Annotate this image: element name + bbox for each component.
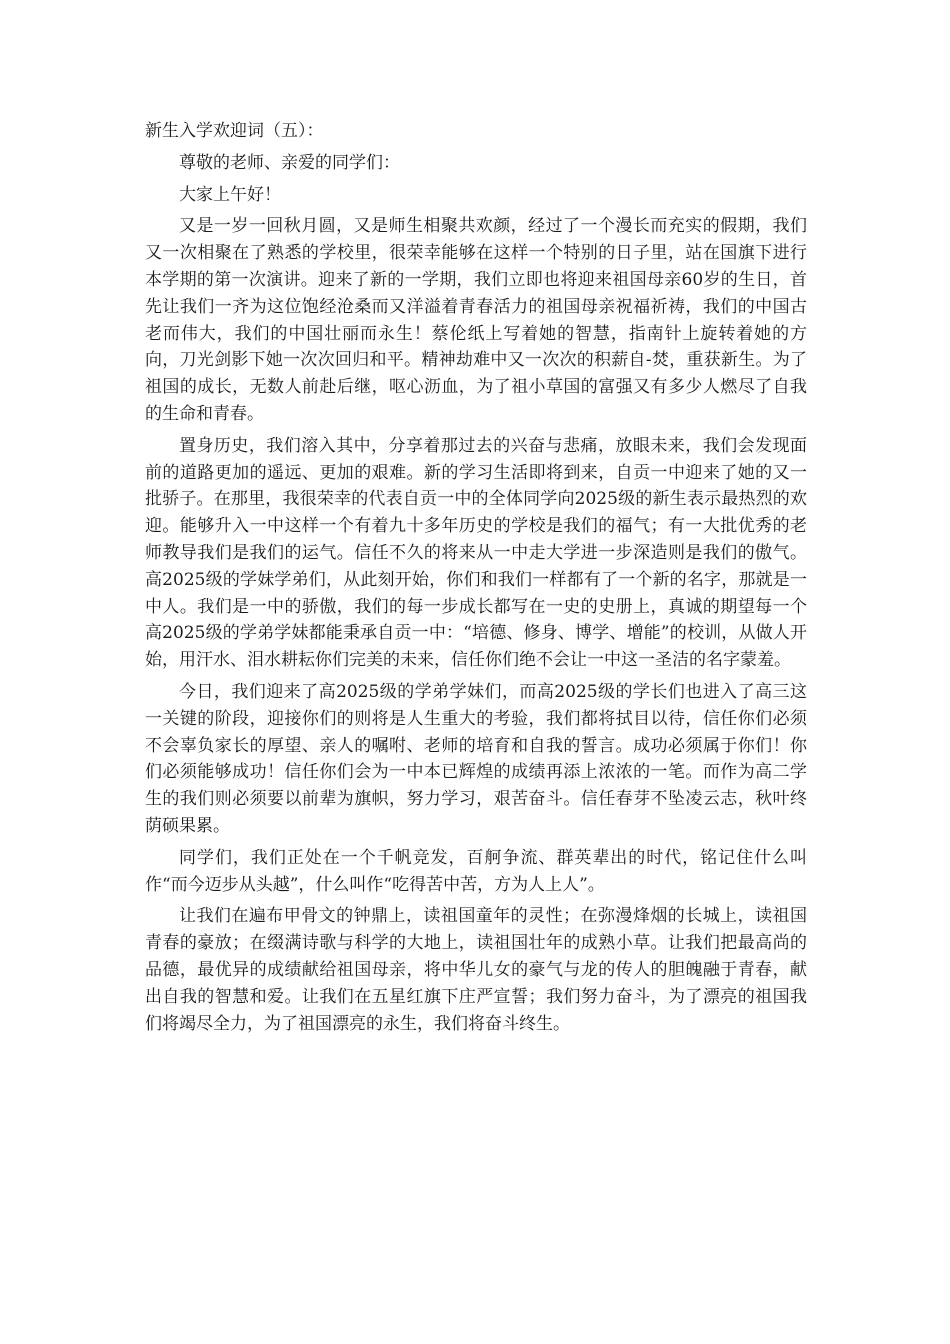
paragraph-4: 同学们，我们正处在一个千帆竞发，百舸争流、群英辈出的时代，铭记住什么叫作“而今迈步从头越”，什么叫作“吃得苦中苦，方为人上人”。 xyxy=(145,847,807,895)
document-body xyxy=(145,118,807,1042)
paragraph-3: 今日，我们迎来了高2025级的学弟学妹们，而高2025级的学长们也进入了高三这一关键的阶段，迎接你们的则将是人生重大的考验，我们都将拭目以待，信任你们必须不会辜负家长的厚望、亲人的嘱咐、老师的培育和自我的誓言。成功必须属于你们！你们必须能够成功！信任你们会为一中本已辉煌的成绩再添上浓浓的一笔。而作为高二学生的我们则必须要以前辈为旗帜，努力学习，艰苦奋斗。信任春芽不坠凌云志，秋叶终荫硕果累。 xyxy=(145,681,807,836)
paragraph-greeting: 大家上午好！ xyxy=(179,184,281,205)
paragraph-2: 置身历史，我们溶入其中，分享着那过去的兴奋与悲痛，放眼未来，我们会发现面前的道路更加的遥远、更加的艰难。新的学习生活即将到来，自贡一中迎来了她的又一批骄子。在那里，我很荣幸的代表自贡一中的全体同学向2025级的新生表示最热烈的欢迎。能够升入一中这样一个有着九十多年历史的学校是我们的福气；有一大批优秀的老师教导我们是我们的运气。信任不久的将来从一中走大学进一步深造则是我们的傲气。高2025级的学妹学弟们，从此刻开始，你们和我们一样都有了一个新的名字，那就是一中人。我们是一中的骄傲，我们的每一步成长都写在一史的史册上，真诚的期望每一个高2025级的学弟学妹都能秉承自贡一中：“培德、修身、博学、增能”的校训，从做人开始，用汗水、泪水耕耘你们完美的未来，信任你们绝不会让一中这一圣洁的名字蒙羞。 xyxy=(145,435,807,671)
paragraph-5: 让我们在遍布甲骨文的钟鼎上，读祖国童年的灵性；在弥漫烽烟的长城上，读祖国青春的豪放；在缀满诗歌与科学的大地上，读祖国壮年的成熟小草。让我们把最高尚的品德，最优异的成绩献给祖国母亲，将中华儿女的豪气与龙的传人的胆魄融于青春，献出自我的智慧和爱。让我们在五星红旗下庄严宣誓；我们努力奋斗，为了漂亮的祖国我们将竭尽全力，为了祖国漂亮的永生，我们将奋斗终生。 xyxy=(145,906,807,1034)
document-title: 新生入学欢迎词（五）： xyxy=(145,121,324,141)
paragraph-1: 又是一岁一回秋月圆，又是师生相聚共欢颜，经过了一个漫长而充实的假期，我们又一次相聚在了熟悉的学校里，很荣幸能够在这样一个特别的日子里，站在国旗下进行本学期的第一次演讲。迎来了新的一学期，我们立即也将迎来祖国母亲60岁的生日，首先让我们一齐为这位饱经沧桑而又洋溢着青春活力的祖国母亲祝福祈祷，我们的中国古老而伟大，我们的中国壮丽而永生！蔡伦纸上写着她的智慧，指南针上旋转着她的方向，刀光剑影下她一次次回归和平。精神劫难中又一次次的积薪自-焚，重获新生。为了祖国的成长，无数人前赴后继，呕心沥血，为了祖小草国的富强又有多少人燃尽了自我的生命和青春。 xyxy=(145,216,807,424)
paragraph-salutation: 尊敬的老师、亲爱的同学们： xyxy=(179,152,400,173)
